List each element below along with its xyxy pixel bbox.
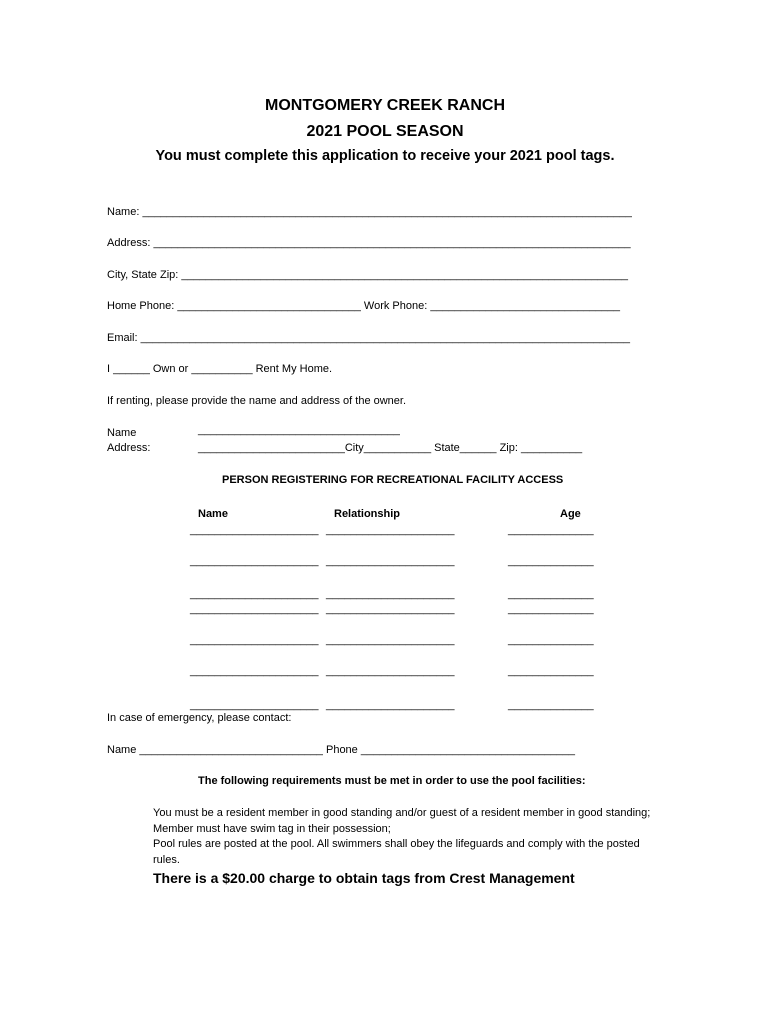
registrant-name-field[interactable]: _____________________ [190, 555, 319, 567]
col-header-name: Name [198, 508, 228, 520]
city-state-zip-field[interactable]: City, State Zip: _________________________________________________________________________ [107, 269, 628, 281]
requirement-line-4: rules. [153, 854, 180, 866]
col-header-age: Age [560, 508, 581, 520]
address-field[interactable]: Address: ______________________________________________________________________________ [107, 237, 631, 249]
registrant-age-field[interactable]: ______________ [508, 603, 594, 615]
owner-name-field[interactable]: _________________________________ [198, 424, 400, 436]
owner-name-label: Name [107, 427, 137, 439]
registrant-name-field[interactable]: _____________________ [190, 588, 319, 600]
registrant-relationship-field[interactable]: _____________________ [326, 555, 455, 567]
owner-address-field[interactable]: ________________________City___________ State______ Zip: __________ [198, 442, 583, 454]
registrant-name-field[interactable]: _____________________ [190, 665, 319, 677]
name-field[interactable]: Name: ________________________________________________________________________________ [107, 206, 632, 218]
registrant-relationship-field[interactable]: _____________________ [326, 524, 455, 536]
registrant-name-field[interactable]: _____________________ [190, 699, 319, 711]
requirement-line-2: Member must have swim tag in their possession; [153, 823, 391, 835]
email-field[interactable]: Email: ________________________________________________________________________________ [107, 332, 631, 344]
page-subtitle: You must complete this application to receive your 2021 pool tags. [155, 148, 615, 164]
requirement-line-3: Pool rules are posted at the pool. All swimmers shall obey the lifeguards and comply with the posted [153, 838, 640, 850]
registrant-relationship-field[interactable]: _____________________ [326, 665, 455, 677]
registrant-relationship-field[interactable]: _____________________ [326, 699, 455, 711]
page-title-line2: 2021 POOL SEASON [306, 123, 464, 140]
requirements-heading: The following requirements must be met in order to use the pool facilities: [198, 775, 586, 787]
charge-notice: There is a $20.00 charge to obtain tags from Crest Management [153, 870, 575, 886]
registration-heading: PERSON REGISTERING FOR RECREATIONAL FACILITY ACCESS [222, 474, 564, 486]
page-title-line1: MONTGOMERY CREEK RANCH [264, 97, 505, 114]
registrant-name-field[interactable]: _____________________ [190, 524, 319, 536]
registrant-age-field[interactable]: ______________ [508, 588, 594, 600]
registrant-age-field[interactable]: ______________ [508, 634, 594, 646]
registrant-relationship-field[interactable]: _____________________ [326, 603, 455, 615]
registrant-name-field[interactable]: _____________________ [190, 603, 319, 615]
registrant-age-field[interactable]: ______________ [508, 524, 594, 536]
renting-note: If renting, please provide the name and address of the owner. [107, 395, 407, 407]
owner-address-label: Address: [107, 442, 151, 454]
registrant-relationship-field[interactable]: _____________________ [326, 588, 455, 600]
phone-fields[interactable]: Home Phone: ______________________________ Work Phone: _______________________________ [107, 300, 620, 312]
registrant-age-field[interactable]: ______________ [508, 665, 594, 677]
registrant-name-field[interactable]: _____________________ [190, 634, 319, 646]
own-rent-field[interactable]: I ______ Own or __________ Rent My Home. [107, 363, 333, 375]
registrant-age-field[interactable]: ______________ [508, 699, 594, 711]
emergency-contact-field[interactable]: Name ______________________________ Phone ___________________________________ [107, 744, 575, 756]
registrant-age-field[interactable]: ______________ [508, 555, 594, 567]
registrant-relationship-field[interactable]: _____________________ [326, 634, 455, 646]
emergency-label: In case of emergency, please contact: [107, 712, 292, 724]
requirement-line-1: You must be a resident member in good standing and/or guest of a resident member in good standing; [153, 807, 651, 819]
col-header-relationship: Relationship [334, 508, 401, 520]
